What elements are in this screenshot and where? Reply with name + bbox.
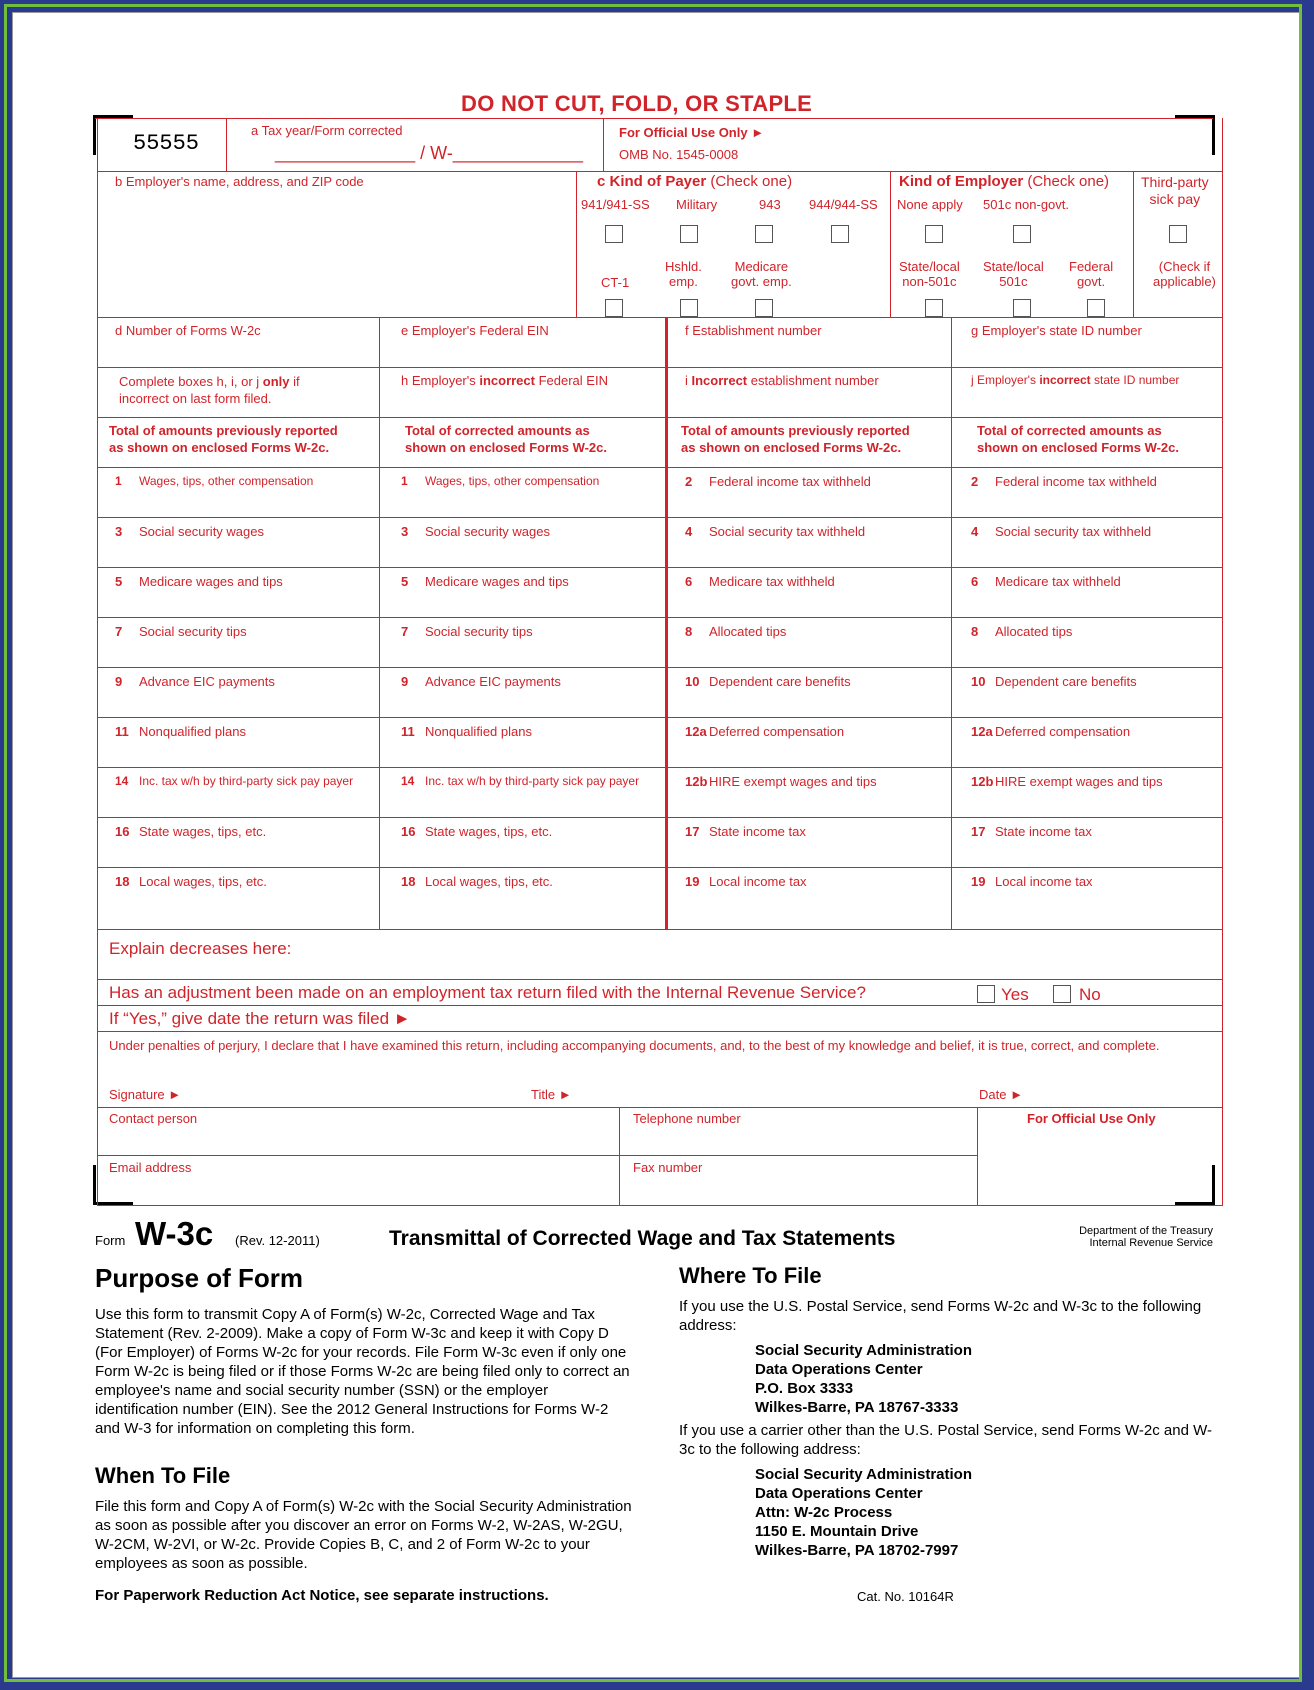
box-label: Advance EIC payments — [139, 674, 275, 689]
amount-box[interactable] — [401, 674, 561, 689]
box-label: Inc. tax w/h by third-party sick pay payer — [139, 774, 354, 788]
employer-option-label: State/local non-501c — [899, 259, 960, 289]
third-party-note: (Check if applicable) — [1153, 259, 1216, 289]
column-header: Total of amounts previously reported as shown on enclosed Forms W-2c. — [109, 423, 338, 455]
box-number: 11 — [115, 724, 129, 739]
form-word: Form — [95, 1233, 126, 1248]
where-heading: Where To File — [679, 1263, 822, 1288]
amount-box[interactable] — [401, 774, 639, 788]
box-label: Social security wages — [139, 524, 264, 539]
signature-label[interactable]: Signature ► — [109, 1087, 182, 1102]
box-label: Social security tax withheld — [995, 524, 1152, 539]
payer-option-label: 941/941-SS — [581, 197, 650, 212]
box-number: 5 — [115, 574, 123, 589]
rule — [97, 767, 1223, 768]
rule — [97, 118, 98, 1206]
rule — [665, 317, 668, 929]
checkbox-medicare-govt[interactable] — [755, 299, 773, 317]
box-number: 9 — [401, 674, 409, 689]
checkbox-military[interactable] — [680, 225, 698, 243]
checkbox-federal-govt[interactable] — [1087, 299, 1105, 317]
rule — [97, 1005, 1223, 1006]
checkbox-none-apply[interactable] — [925, 225, 943, 243]
amount-box[interactable] — [115, 574, 283, 589]
department: Department of the Treasury Internal Revenue Service — [1079, 1225, 1213, 1249]
box-number: 3 — [401, 524, 409, 539]
box-label: Nonqualified plans — [139, 724, 246, 739]
amount-box[interactable] — [971, 574, 1121, 589]
rule — [97, 1155, 977, 1156]
amount-box[interactable] — [971, 624, 1072, 639]
rule — [603, 118, 604, 172]
box-number: 16 — [115, 824, 130, 839]
amount-box[interactable] — [115, 524, 264, 539]
amount-box[interactable] — [115, 624, 247, 639]
rule — [97, 717, 1223, 718]
box-g-label: g Employer's state ID number — [971, 323, 1142, 338]
box-number: 12b — [971, 774, 994, 789]
where-text-1: If you use the U.S. Postal Service, send Forms W-2c and W-3c to the following address: — [679, 1298, 1202, 1334]
box-number: 12a — [971, 724, 993, 739]
rule — [97, 317, 1223, 318]
rule — [977, 1107, 978, 1205]
box-number: 1 — [115, 474, 122, 488]
address-postal: Social Security Administration Data Operations Center P.O. Box 3333 Wilkes-Barre, PA 18767-3333 — [755, 1342, 972, 1416]
explain-decreases-label: Explain decreases here: — [109, 939, 292, 958]
checkbox-943[interactable] — [755, 225, 773, 243]
email-label[interactable]: Email address — [109, 1160, 192, 1175]
rule — [97, 667, 1223, 668]
box-number: 4 — [685, 524, 693, 539]
box-number: 2 — [685, 474, 693, 489]
box-label: Federal income tax withheld — [995, 474, 1157, 489]
amount-box[interactable] — [685, 774, 877, 789]
box-number: 3 — [115, 524, 123, 539]
box-label: HIRE exempt wages and tips — [709, 774, 877, 789]
amount-box[interactable] — [115, 874, 267, 889]
box-h-label: h Employer's incorrect Federal EIN — [401, 373, 608, 388]
employer-option-label: 501c non-govt. — [983, 197, 1070, 212]
rule — [576, 171, 577, 317]
box-label: Deferred compensation — [995, 724, 1131, 739]
box-label: Dependent care benefits — [995, 674, 1137, 689]
rule — [97, 1031, 1223, 1032]
amount-box[interactable] — [401, 474, 599, 488]
column-header: Total of corrected amounts as shown on enclosed Forms W-2c. — [977, 423, 1179, 455]
box-label: Advance EIC payments — [425, 674, 561, 689]
box-label: Wages, tips, other compensation — [425, 474, 600, 488]
box-label: Inc. tax w/h by third-party sick pay payer — [425, 774, 640, 788]
complete-boxes-note: Complete boxes h, i, or j only if incorrect on last form filed. — [119, 374, 300, 406]
box-label: Nonqualified plans — [425, 724, 532, 739]
box-number: 2 — [971, 474, 979, 489]
payer-option-label: Medicare govt. emp. — [731, 259, 792, 289]
box-number: 1 — [401, 474, 408, 488]
box-number: 12a — [685, 724, 707, 739]
third-party-label: Third-party sick pay — [1141, 174, 1209, 207]
box-label: Medicare wages and tips — [139, 574, 283, 589]
paperwork-notice: For Paperwork Reduction Act Notice, see separate instructions. — [95, 1587, 549, 1604]
kind-of-payer-title: c Kind of Payer (Check one) — [597, 173, 793, 190]
payer-option-label: 944/944-SS — [809, 197, 878, 212]
checkbox-state-local-501c[interactable] — [1013, 299, 1031, 317]
checkbox-yes[interactable] — [977, 985, 995, 1003]
revision: (Rev. 12-2011) — [235, 1233, 320, 1248]
checkbox-no[interactable] — [1053, 985, 1071, 1003]
rule — [95, 118, 1213, 119]
amount-box[interactable] — [115, 774, 353, 788]
box-number: 18 — [115, 874, 130, 889]
purpose-text: Use this form to transmit Copy A of Form(s) W-2c, Corrected Wage and Tax Statement (Rev. 2-2009). Make a copy of Form W-3c and keep it with Copy D (For Employer) of Forms W-2c for your records. File Form W-3c even if only one Form W-2c is being filed or if those Forms W-2c are being filed only to correct an employee's name and social security number (SSN) or the employer identification number (EIN). See the 2012 General Instructions for Forms W-2 and W-3 for information on completing this form. — [95, 1306, 630, 1437]
when-heading: When To File — [95, 1463, 231, 1488]
form-code: 55555 — [133, 131, 200, 156]
where-text-2: If you use a carrier other than the U.S. Postal Service, send Forms W-2c and W-3c to the following address: — [679, 1422, 1212, 1458]
rule — [97, 817, 1223, 818]
amount-box[interactable] — [115, 474, 313, 488]
no-label: No — [1079, 985, 1101, 1004]
rule — [97, 567, 1223, 568]
box-label: Social security tips — [139, 624, 247, 639]
amount-box[interactable] — [401, 824, 552, 839]
amount-box[interactable] — [115, 824, 266, 839]
checkbox-941[interactable] — [605, 225, 623, 243]
box-label: State income tax — [709, 824, 806, 839]
box-number: 18 — [401, 874, 416, 889]
box-number: 8 — [971, 624, 979, 639]
rule — [226, 118, 227, 172]
official-use-only-box: For Official Use Only — [1027, 1111, 1156, 1126]
box-number: 7 — [401, 624, 409, 639]
rule — [97, 979, 1223, 980]
rule — [97, 867, 1223, 868]
box-number: 8 — [685, 624, 693, 639]
employer-option-label: None apply — [897, 197, 963, 212]
rule — [619, 1107, 620, 1205]
checkbox-household[interactable] — [680, 299, 698, 317]
corner-mark — [1212, 1165, 1215, 1205]
official-use-label: For Official Use Only ► — [619, 125, 765, 140]
box-number: 11 — [401, 724, 415, 739]
corner-mark — [93, 1165, 96, 1205]
form-name: W-3c — [135, 1215, 214, 1252]
box-number: 17 — [685, 824, 700, 839]
box-number: 4 — [971, 524, 979, 539]
rule — [97, 617, 1223, 618]
kind-of-employer-title: Kind of Employer (Check one) — [899, 173, 1110, 190]
box-label: Dependent care benefits — [709, 674, 851, 689]
amount-box[interactable] — [401, 874, 553, 889]
rule — [97, 929, 1223, 930]
box-f-label: f Establishment number — [685, 323, 822, 338]
purpose-heading: Purpose of Form — [95, 1263, 304, 1293]
rule — [97, 467, 1223, 468]
checkbox-501c-non-govt[interactable] — [1013, 225, 1031, 243]
box-label: State wages, tips, etc. — [139, 824, 267, 839]
amount-box[interactable] — [401, 574, 569, 589]
box-label: Allocated tips — [995, 624, 1073, 639]
catalog-number: Cat. No. 10164R — [857, 1589, 954, 1604]
box-a-input[interactable]: ______________ / W-_____________ — [275, 143, 583, 163]
box-i-label: i Incorrect establishment number — [685, 373, 879, 388]
box-number: 14 — [401, 774, 415, 788]
date-label[interactable]: Date ► — [979, 1087, 1023, 1102]
box-label: Medicare tax withheld — [709, 574, 835, 589]
box-number: 17 — [971, 824, 986, 839]
title-label[interactable]: Title ► — [531, 1087, 572, 1102]
amount-box[interactable] — [971, 674, 1137, 689]
box-number: 14 — [115, 774, 129, 788]
box-label: Deferred compensation — [709, 724, 845, 739]
box-number: 10 — [971, 674, 986, 689]
box-label: Social security wages — [425, 524, 550, 539]
rule — [97, 417, 1223, 418]
box-number: 5 — [401, 574, 409, 589]
amount-box[interactable] — [971, 724, 1130, 739]
rule — [97, 517, 1223, 518]
adjustment-question: Has an adjustment been made on an employment tax return filed with the Internal Revenue Service? — [109, 983, 866, 1002]
corner-mark — [93, 115, 96, 155]
amount-box[interactable] — [971, 524, 1151, 539]
box-j-label: j Employer's incorrect state ID number — [971, 373, 1180, 387]
box-a-label: a Tax year/Form corrected — [251, 123, 403, 138]
box-label: Local wages, tips, etc. — [425, 874, 553, 889]
rule — [97, 367, 1223, 368]
amount-box[interactable] — [971, 824, 1092, 839]
rule — [379, 317, 380, 929]
amount-box[interactable] — [401, 624, 533, 639]
rule — [97, 171, 1223, 172]
box-label: Medicare tax withheld — [995, 574, 1121, 589]
rule — [1133, 171, 1134, 317]
box-number: 10 — [685, 674, 700, 689]
amount-box[interactable] — [685, 724, 844, 739]
box-number: 16 — [401, 824, 416, 839]
checkbox-state-local-non-501c[interactable] — [925, 299, 943, 317]
fax-label[interactable]: Fax number — [633, 1160, 703, 1175]
box-number: 9 — [115, 674, 123, 689]
box-number: 6 — [685, 574, 693, 589]
amount-box[interactable] — [685, 674, 851, 689]
amount-box[interactable] — [685, 524, 865, 539]
rule — [1222, 118, 1223, 1206]
box-number: 19 — [685, 874, 700, 889]
box-label: Wages, tips, other compensation — [139, 474, 314, 488]
box-label: Allocated tips — [709, 624, 787, 639]
box-label: Medicare wages and tips — [425, 574, 569, 589]
box-number: 12b — [685, 774, 708, 789]
column-header: Total of amounts previously reported as shown on enclosed Forms W-2c. — [681, 423, 910, 455]
corner-mark — [1212, 115, 1215, 155]
checkbox-third-party-sick-pay[interactable] — [1169, 225, 1187, 243]
box-d-label: d Number of Forms W-2c — [115, 323, 261, 338]
payer-option-label: 943 — [759, 197, 781, 212]
amount-box[interactable] — [971, 874, 1093, 889]
amount-box[interactable] — [115, 674, 275, 689]
checkbox-944[interactable] — [831, 225, 849, 243]
telephone-label[interactable]: Telephone number — [633, 1111, 741, 1126]
amount-box[interactable] — [685, 624, 786, 639]
when-text: File this form and Copy A of Form(s) W-2c with the Social Security Administration as soon as possible after you discover an error on Forms W-2, W-2AS, W-2GU, W-2CM, W-2VI, or W-2c. Provide Copies B, C, and 2 of Form W-2c to your employees as soon as possible. — [95, 1498, 632, 1572]
box-label: Federal income tax withheld — [709, 474, 871, 489]
box-e-label: e Employer's Federal EIN — [401, 323, 549, 338]
amount-box[interactable] — [685, 824, 806, 839]
amount-box[interactable] — [401, 524, 550, 539]
employer-option-label: Federal govt. — [1069, 259, 1114, 289]
form-page — [12, 12, 1300, 1678]
box-label: State wages, tips, etc. — [425, 824, 553, 839]
box-number: 7 — [115, 624, 123, 639]
amount-box[interactable] — [971, 774, 1163, 789]
rule — [97, 1205, 1223, 1206]
rule — [890, 171, 891, 317]
if-yes-date-label[interactable]: If “Yes,” give date the return was filed ► — [109, 1009, 411, 1028]
rule — [951, 317, 952, 929]
payer-option-label: Military — [676, 197, 718, 212]
contact-person-label[interactable]: Contact person — [109, 1111, 198, 1126]
do-not-cut-banner: DO NOT CUT, FOLD, OR STAPLE — [461, 91, 813, 116]
checkbox-ct1[interactable] — [605, 299, 623, 317]
rule — [97, 1107, 1223, 1108]
box-label: Social security tax withheld — [709, 524, 866, 539]
box-b-label: b Employer's name, address, and ZIP code — [115, 174, 364, 189]
amount-box[interactable] — [685, 574, 835, 589]
perjury-statement: Under penalties of perjury, I declare that I have examined this return, including accompanying documents, and, to the best of my knowledge and belief, it is true, correct, and complete. — [109, 1038, 1160, 1053]
employer-option-label: State/local 501c — [983, 259, 1044, 289]
address-carrier: Social Security Administration Data Operations Center Attn: W-2c Process 1150 E. Mountain Drive Wilkes-Barre, PA 18702-7997 — [755, 1466, 972, 1559]
payer-option-label: Hshld. emp. — [665, 259, 702, 289]
amount-box[interactable] — [971, 474, 1157, 489]
box-label: State income tax — [995, 824, 1092, 839]
box-label: Local income tax — [995, 874, 1093, 889]
amount-box[interactable] — [685, 874, 807, 889]
box-number: 19 — [971, 874, 986, 889]
amount-box[interactable] — [115, 724, 246, 739]
amount-box[interactable] — [685, 474, 871, 489]
amount-box[interactable] — [401, 724, 532, 739]
box-label: Social security tips — [425, 624, 533, 639]
box-number: 6 — [971, 574, 979, 589]
box-label: Local wages, tips, etc. — [139, 874, 267, 889]
yes-label: Yes — [1001, 985, 1029, 1004]
column-header: Total of corrected amounts as shown on enclosed Forms W-2c. — [405, 423, 607, 455]
payer-option-label: CT-1 — [601, 275, 630, 290]
form-title: Transmittal of Corrected Wage and Tax Statements — [389, 1227, 896, 1250]
box-label: Local income tax — [709, 874, 807, 889]
omb-number: OMB No. 1545-0008 — [619, 147, 739, 162]
box-label: HIRE exempt wages and tips — [995, 774, 1163, 789]
